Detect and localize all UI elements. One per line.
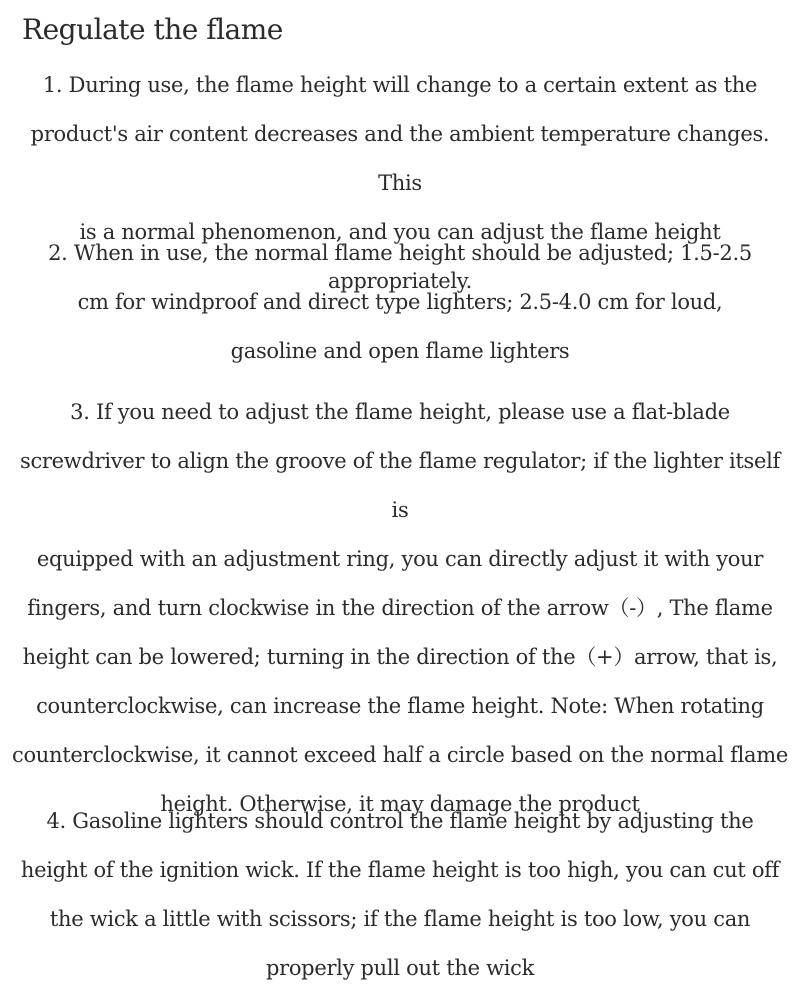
instruction-step-1: 1. During use, the flame height will change to a certain extent as the product's air content decreases and the ambient temperature changes. This is a normal phenomenon, and you can adjust the flame height appropriately. bbox=[30, 73, 770, 293]
instruction-step-2: 2. When in use, the normal flame height should be adjusted; 1.5-2.5 cm for windproof and direct type lighters; 2.5-4.0 cm for loud, gasoline and open flame lighters bbox=[48, 241, 752, 363]
page-title: Regulate the flame bbox=[22, 13, 283, 46]
instruction-step-4: 4. Gasoline lighters should control the flame height by adjusting the height of the ignition wick. If the flame height is too high, you can cut off the wick a little with scissors; if the flame height is too low, you can properly pull out the wick bbox=[20, 809, 780, 980]
instruction-step-3: 3. If you need to adjust the flame height, please use a flat-blade screwdriver to align the groove of the flame regulator; if the lighter itself is equipped with an adjustment ring, you can directly adjust it with your fingers, and turn clockwise in the direction of the arrow（-）, The flame height can be lowered; turning in the direction of the（+）arrow, that is, counterclockwise, can increase the flame height. Note: When rotating counterclockwise, it cannot exceed half a circle based on the normal flame height. Otherwise, it may damage the product bbox=[11, 400, 789, 816]
